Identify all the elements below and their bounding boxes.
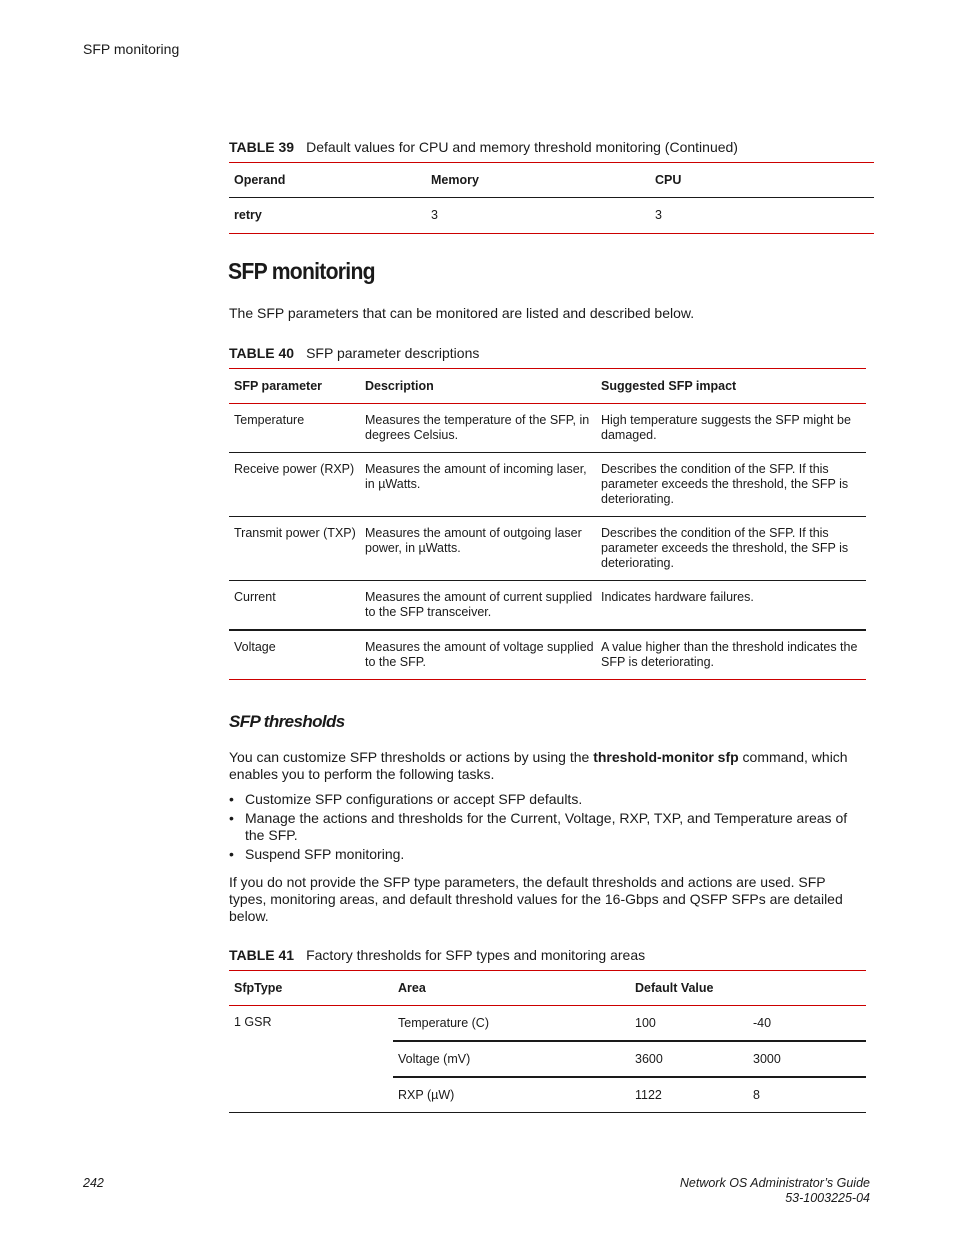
task-list xyxy=(229,791,864,865)
paragraph-text: command, which enables you to perform the following tasks. xyxy=(229,749,848,782)
table-cell: 100 xyxy=(635,1015,656,1030)
table41-caption xyxy=(229,947,645,963)
subsection-title: SFP thresholds xyxy=(229,712,345,731)
table-cell: Receive power (RXP) xyxy=(229,453,360,517)
table-row xyxy=(229,581,866,631)
paragraph-text: You can customize SFP thresholds or actions by using the xyxy=(229,749,594,765)
table41 xyxy=(229,970,866,1113)
table-row xyxy=(229,198,874,234)
table40 xyxy=(229,368,866,680)
table-cell: 3000 xyxy=(753,1051,781,1066)
table-row xyxy=(229,404,866,453)
thresholds-paragraph xyxy=(229,749,859,783)
table40-header-description: Description xyxy=(365,378,434,393)
list-item: • Manage the actions and thresholds for the Current, Voltage, RXP, TXP, and Temperature areas of the SFP. xyxy=(229,810,864,844)
table-cell: Measures the temperature of the SFP, in degrees Celsius. xyxy=(365,413,590,442)
table-row xyxy=(229,517,866,581)
table-cell: Measures the amount of outgoing laser power, in µWatts. xyxy=(360,517,596,581)
command-name: threshold-monitor sfp xyxy=(593,749,739,765)
table-cell: 8 xyxy=(753,1087,760,1102)
table-cell: 3 xyxy=(655,208,662,222)
table39-header-cpu: CPU xyxy=(655,172,682,187)
table40-header-impact: Suggested SFP impact xyxy=(601,378,737,393)
table-cell: -40 xyxy=(753,1015,772,1030)
table40-title: SFP parameter descriptions xyxy=(306,345,480,361)
list-item: • Customize SFP configurations or accept SFP defaults. xyxy=(229,791,864,808)
table-cell-sfptype: 1 GSR xyxy=(229,1006,393,1113)
table41-header-area: Area xyxy=(398,980,426,995)
table-row xyxy=(229,630,866,680)
table-cell: 3 xyxy=(431,208,438,222)
section-title: SFP monitoring xyxy=(228,258,375,284)
table39-caption xyxy=(229,139,738,155)
table-cell: Transmit power (TXP) xyxy=(229,517,360,581)
table40-caption xyxy=(229,345,479,361)
table40-header-parameter: SFP parameter xyxy=(234,378,323,393)
table-cell: Current xyxy=(229,581,360,631)
section-intro: The SFP parameters that can be monitored are listed and described below. xyxy=(229,305,695,321)
doc-number: 53-1003225-04 xyxy=(785,1191,870,1205)
table-cell: 3600 xyxy=(635,1051,663,1066)
table-row xyxy=(229,453,866,517)
table41-number: TABLE 41 xyxy=(229,947,295,963)
table39-title: Default values for CPU and memory threshold monitoring (Continued) xyxy=(306,139,738,155)
running-header: SFP monitoring xyxy=(83,41,180,57)
page-number: 242 xyxy=(83,1176,104,1190)
table-cell: A value higher than the threshold indicates the SFP is deteriorating. xyxy=(596,630,866,680)
table-cell: Describes the condition of the SFP. If this parameter exceeds the threshold, the SFP is deteriorating. xyxy=(596,453,866,517)
table-cell: Voltage xyxy=(229,630,360,680)
table-cell: Voltage (mV) xyxy=(398,1051,471,1066)
table-cell: Temperature xyxy=(234,413,305,427)
table39 xyxy=(229,162,874,234)
table-cell: High temperature suggests the SFP might be damaged. xyxy=(601,413,851,442)
table39-number: TABLE 39 xyxy=(229,139,295,155)
list-item: • Suspend SFP monitoring. xyxy=(229,846,864,863)
table-cell: Measures the amount of current supplied to the SFP transceiver. xyxy=(360,581,596,631)
table-row xyxy=(229,1006,866,1042)
guide-title: Network OS Administrator’s Guide xyxy=(679,1176,870,1190)
table-cell: Indicates hardware failures. xyxy=(596,581,866,631)
table-cell: Measures the amount of voltage supplied to the SFP. xyxy=(360,630,596,680)
table41-header-sfptype: SfpType xyxy=(234,980,283,995)
table39-header-operand: Operand xyxy=(234,172,286,187)
table-cell: Measures the amount of incoming laser, in µWatts. xyxy=(360,453,596,517)
footer-doc-info xyxy=(680,1176,870,1206)
table-cell: 1122 xyxy=(635,1087,662,1102)
table41-header-default: Default Value xyxy=(635,980,714,995)
table39-header-memory: Memory xyxy=(431,172,479,187)
table40-number: TABLE 40 xyxy=(229,345,295,361)
defaults-paragraph: If you do not provide the SFP type parameters, the default thresholds and actions are used. SFP types, monitoring areas, and default threshold values for the 16-Gbps and QSFP SFPs are detailed below. xyxy=(229,874,843,924)
table41-title: Factory thresholds for SFP types and monitoring areas xyxy=(306,947,646,963)
table-cell: Describes the condition of the SFP. If this parameter exceeds the threshold, the SFP is deteriorating. xyxy=(596,517,866,581)
table-cell: RXP (µW) xyxy=(398,1087,455,1102)
table-cell: retry xyxy=(234,208,262,222)
table-cell: Temperature (C) xyxy=(398,1015,489,1030)
